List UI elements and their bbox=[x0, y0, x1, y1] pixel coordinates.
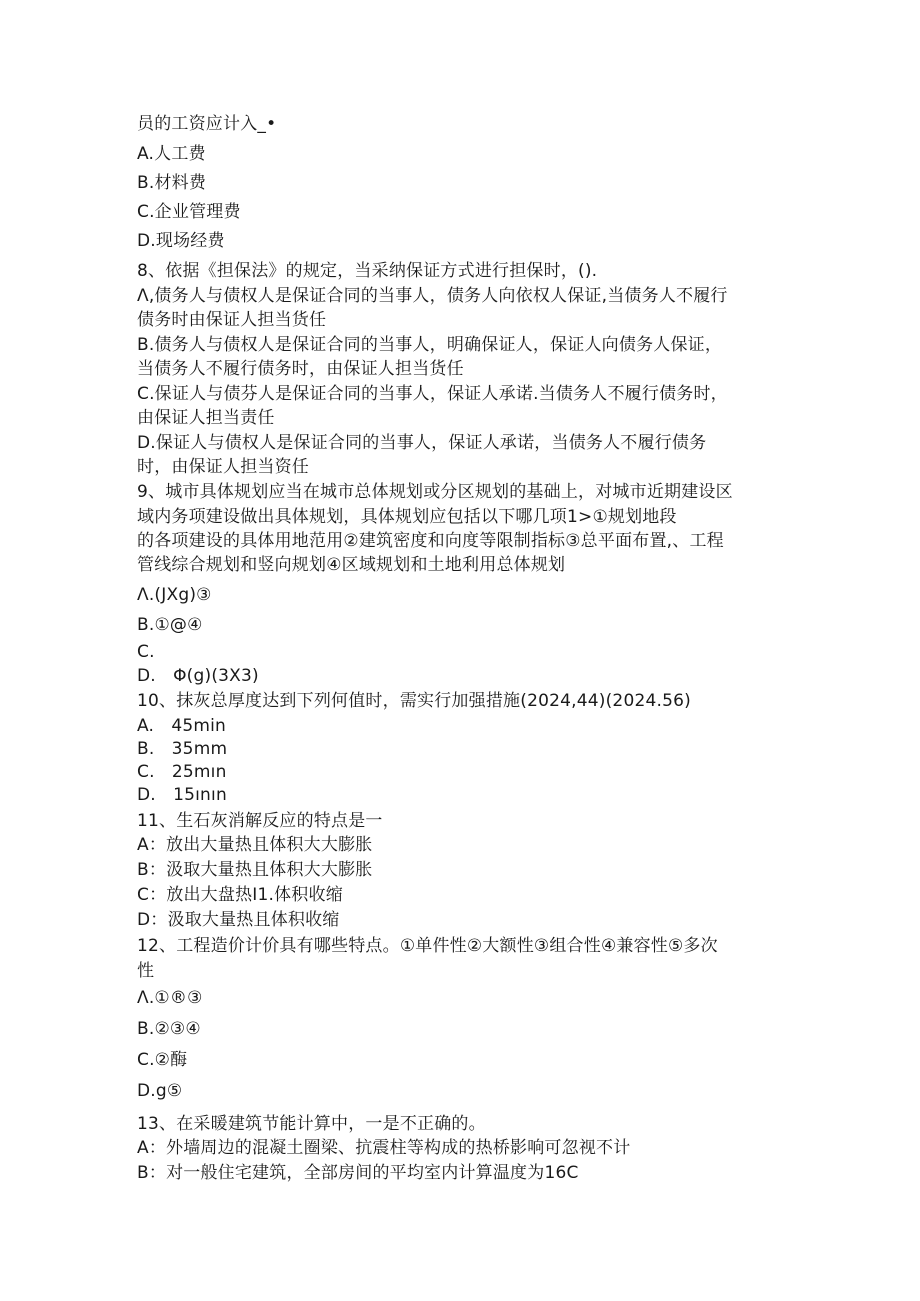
option-line: D.现场经费 bbox=[137, 231, 225, 251]
option-line: D.保证人与债权人是保证合同的当事人，保证人承诺，当债务人不履行债务 bbox=[137, 433, 707, 453]
option-line: B.①@④ bbox=[137, 615, 203, 635]
option-line: A：放出大量热且体积大大膨胀 bbox=[137, 835, 373, 855]
option-line: 债务时由保证人担当货任 bbox=[137, 310, 327, 330]
text-line: 员的工资应计入_• bbox=[137, 114, 277, 134]
option-line: C.②酶 bbox=[137, 1050, 188, 1070]
option-line: B.债务人与债权人是保证合同的当事人，明确保证人，保证人向债务人保证， bbox=[137, 335, 723, 355]
option-line: D. Φ(g)(3X3) bbox=[137, 666, 259, 686]
option-line: 时，由保证人担当资任 bbox=[137, 457, 309, 477]
option-line: B：汲取大量热且体积大大膨胀 bbox=[137, 860, 373, 880]
question-line: 的各项建设的具体用地范用②建筑密度和向度等限制指标③总平面布置,、工程 bbox=[137, 531, 724, 551]
option-line: C.保证人与债芬人是保证合同的当事人，保证人承诺.当债务人不履行债务时， bbox=[137, 384, 728, 404]
question-line: 8、依据《担保法》的规定，当采纳保证方式进行担保时，(). bbox=[137, 261, 598, 281]
question-line: 11、生石灰消解反应的特点是一 bbox=[137, 811, 383, 831]
option-line: A. 45min bbox=[137, 716, 227, 736]
option-line: 当债务人不履行债务时，由保证人担当货任 bbox=[137, 359, 464, 379]
question-line: 域内务项建设做出具体规划，具体规划应包括以下哪几项1>①规划地段 bbox=[137, 507, 677, 527]
option-line: Λ,债务人与债权人是保证合同的当事人，债务人向依权人保证,当债务人不履行 bbox=[137, 286, 728, 306]
option-line: C. bbox=[137, 642, 155, 662]
option-line: Λ.①®③ bbox=[137, 988, 203, 1008]
option-line: B.②③④ bbox=[137, 1019, 201, 1039]
option-line: C：放出大盘热I1.体积收缩 bbox=[137, 885, 343, 905]
option-line: A.人工费 bbox=[137, 144, 206, 164]
option-line: D：汲取大量热且体积收缩 bbox=[137, 910, 340, 930]
option-line: Λ.(JXg)③ bbox=[137, 585, 212, 605]
option-line: C.企业管理费 bbox=[137, 202, 241, 222]
option-line: A：外墙周边的混凝土圈梁、抗震柱等构成的热桥影响可忽视不计 bbox=[137, 1138, 631, 1158]
option-line: B：对一般住宅建筑，全部房间的平均室内计算温度为16C bbox=[137, 1163, 579, 1183]
question-line: 9、城市具体规划应当在城市总体规划或分区规划的基础上，对城市近期建设区 bbox=[137, 482, 733, 502]
question-line: 性 bbox=[137, 961, 155, 981]
question-line: 管线综合规划和竖向规划④区域规划和土地利用总体规划 bbox=[137, 555, 566, 575]
question-line: 13、在采暖建筑节能计算中，一是不正确的。 bbox=[137, 1114, 486, 1134]
option-line: B.材料费 bbox=[137, 173, 207, 193]
question-line: 12、工程造价计价具有哪些特点。①单件性②大额性③组合性④兼容性⑤多次 bbox=[137, 936, 718, 956]
option-line: B. 35mm bbox=[137, 739, 228, 759]
question-line: 10、抹灰总厚度达到下列何值时，需实行加强措施(2024,44)(2024.56) bbox=[137, 691, 691, 711]
option-line: C. 25mın bbox=[137, 762, 227, 782]
option-line: D. 15ının bbox=[137, 785, 227, 805]
option-line: D.g⑤ bbox=[137, 1081, 183, 1101]
option-line: 由保证人担当责任 bbox=[137, 408, 275, 428]
